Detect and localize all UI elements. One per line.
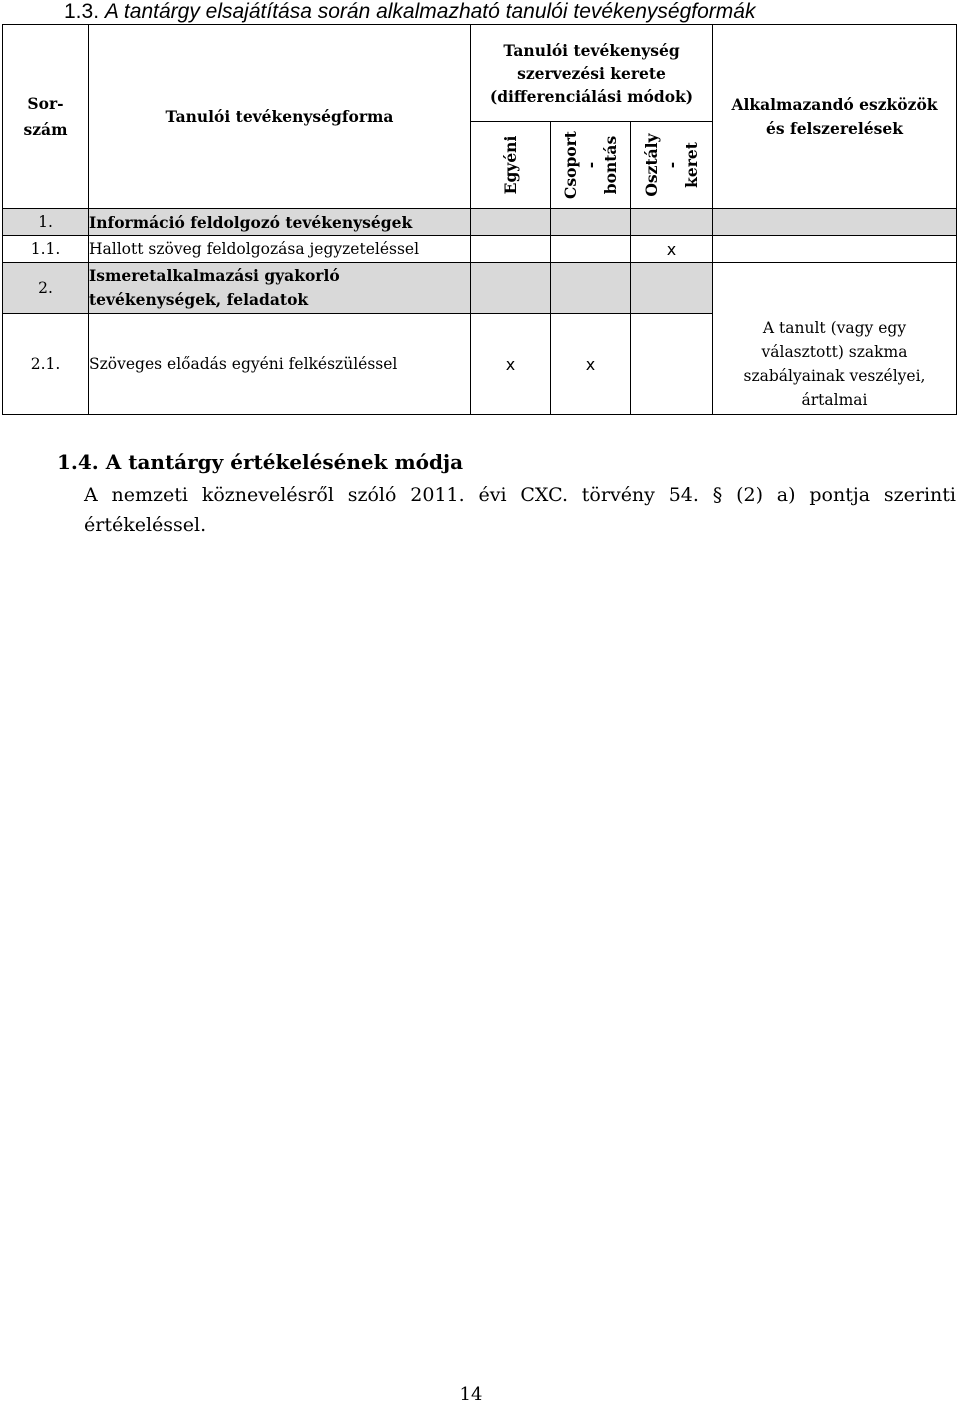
header-egyeni-text: Egyéni	[500, 135, 520, 195]
row-egyeni: x	[471, 314, 551, 415]
row-osztaly	[631, 263, 713, 314]
row-label: Hallott szöveg feldolgozása jegyzeteléssel	[89, 236, 471, 263]
header-osztaly	[631, 122, 713, 209]
row-number: 2.	[3, 263, 89, 314]
evaluation-body: A nemzeti köznevelésről szóló 2011. évi CXC. törvény 54. § (2) a) pontja szerinti értékeléssel.	[84, 484, 956, 536]
section-title	[64, 0, 755, 24]
row-egyeni	[471, 209, 551, 236]
header-tevekenysegforma: Tanulói tevékenységforma	[89, 25, 471, 209]
row-csoport	[551, 263, 631, 314]
row-egyeni	[471, 236, 551, 263]
row-number: 1.1.	[3, 236, 89, 263]
row-osztaly: x	[631, 236, 713, 263]
header-eszkozok	[713, 25, 957, 209]
row-eszkozok	[713, 236, 957, 263]
row-csoport	[551, 236, 631, 263]
row-osztaly	[631, 209, 713, 236]
section-number: 1.3.	[64, 0, 100, 23]
header-csoport-line3: bontás	[600, 135, 620, 195]
row-number: 1.	[3, 209, 89, 236]
row-number: 2.1.	[3, 314, 89, 415]
row-eszkozok-text: A tanult (vagy egy választott) szakma szabályainak veszélyei, ártalmai	[743, 319, 926, 409]
evaluation-title: 1.4. A tantárgy értékelésének módja	[57, 450, 464, 474]
header-osztaly-line3: keret	[681, 142, 701, 188]
row-eszkozok	[713, 209, 957, 236]
table-row	[3, 263, 957, 314]
row-label: Szöveges előadás egyéni felkészüléssel	[89, 314, 471, 415]
table-row	[3, 236, 957, 263]
header-csoport-line2: -	[580, 161, 600, 169]
row-csoport: x	[551, 314, 631, 415]
row-eszkozok	[713, 263, 957, 415]
table-row	[3, 209, 957, 236]
header-osztaly-text	[642, 133, 702, 196]
header-egyeni	[471, 122, 551, 209]
header-sorszam: Sor- szám	[3, 25, 89, 209]
header-eszkozok-text: Alkalmazandó eszközök és felszerelések	[731, 94, 938, 138]
row-csoport	[551, 209, 631, 236]
page-number: 14	[459, 1384, 483, 1405]
header-szervezesi-keret-text: Tanulói tevékenység szervezési kerete (differenciálási módok)	[489, 40, 694, 106]
section-title-text: A tantárgy elsajátítása során alkalmazható tanulói tevékenységformák	[104, 0, 756, 23]
header-osztaly-line2: -	[661, 161, 681, 169]
header-csoport-text	[561, 131, 621, 199]
row-label	[89, 263, 471, 314]
row-osztaly	[631, 314, 713, 415]
activities-table	[2, 24, 957, 415]
header-csoport	[551, 122, 631, 209]
header-szervezesi-keret	[471, 25, 713, 122]
row-label-text: Ismeretalkalmazási gyakorló tevékenységek, feladatok	[89, 266, 340, 309]
row-egyeni	[471, 263, 551, 314]
row-label: Információ feldolgozó tevékenységek	[89, 209, 471, 236]
header-csoport-line1: Csoport	[560, 131, 580, 199]
header-osztaly-line1: Osztály	[641, 133, 661, 197]
